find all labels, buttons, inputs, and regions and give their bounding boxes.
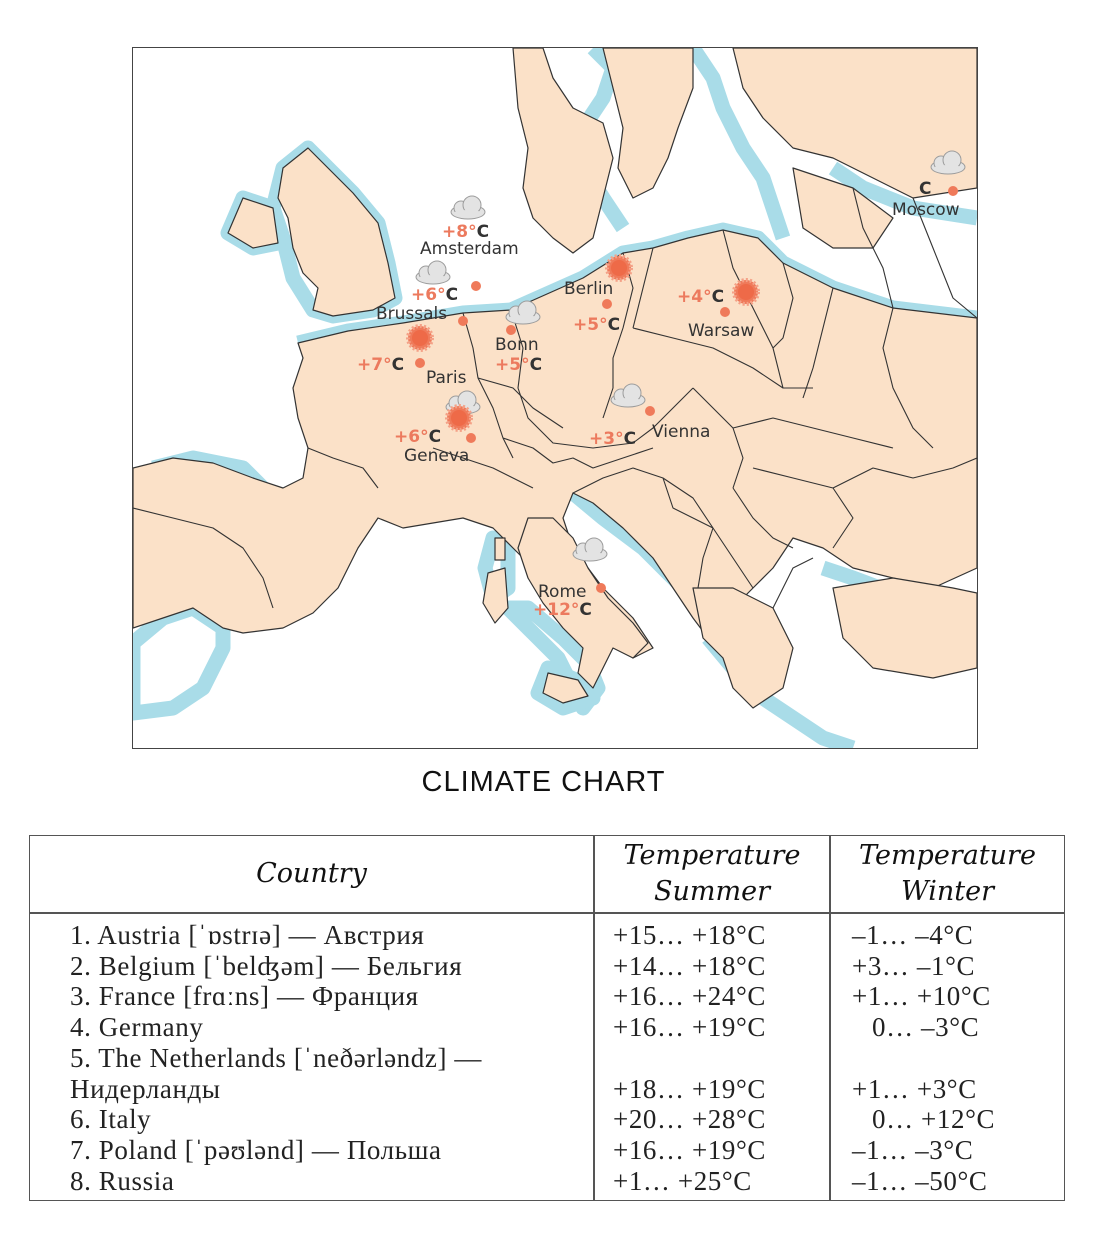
header-summer-line2: Summer — [654, 876, 770, 907]
city-dot-rome — [596, 583, 606, 593]
temp-paris: +7°C — [357, 355, 405, 375]
cloud-icon — [451, 196, 485, 219]
sun-icon — [447, 406, 471, 430]
cell-winter: –1… –3°C — [852, 1135, 974, 1165]
temp-bonn: +5°C — [495, 355, 543, 375]
temp-berlin: +5°C — [573, 315, 621, 335]
city-geneva: Geneva — [404, 446, 470, 466]
cell-summer: +1… +25°C — [613, 1166, 752, 1196]
cell-winter: –1… –50°C — [852, 1166, 988, 1196]
header-country — [30, 836, 593, 912]
city-moscow: Moscow — [892, 200, 960, 220]
cloud-icon — [573, 538, 607, 561]
city-amsterdam: Amsterdam — [420, 239, 519, 259]
table-row — [30, 1074, 1064, 1104]
temp-brussals: +6°C — [411, 285, 459, 305]
cell-summer: +16… +19°C — [613, 1012, 767, 1042]
cell-summer: +18… +19°C — [613, 1074, 767, 1104]
city-dot-geneva — [466, 433, 476, 443]
cell-winter: +3… –1°C — [852, 951, 976, 981]
cell-country: 6. Italy — [70, 1104, 152, 1134]
city-bonn: Bonn — [495, 335, 539, 355]
cell-country: 5. The Netherlands [ˈneðərləndz] — — [70, 1043, 482, 1073]
table-row — [30, 920, 1064, 950]
sun-icon — [734, 280, 758, 304]
table-row — [30, 951, 1064, 981]
cell-winter: 0… +12°C — [872, 1104, 996, 1134]
temp-vienna: +3°C — [589, 429, 637, 449]
cell-country: 8. Russia — [70, 1166, 175, 1196]
city-rome: Rome — [538, 582, 587, 602]
temp-warsaw: +4°C — [677, 287, 725, 307]
cell-winter: 0… –3°C — [872, 1012, 980, 1042]
cell-winter: +1… +10°C — [852, 981, 991, 1011]
city-paris: Paris — [426, 368, 467, 388]
table-row — [30, 1104, 1064, 1134]
cell-summer: +15… +18°C — [613, 920, 767, 950]
sun-icon — [607, 256, 631, 280]
climate-table — [29, 835, 1065, 1201]
cell-country: 4. Germany — [70, 1012, 204, 1042]
city-dot-vienna — [645, 406, 655, 416]
city-dot-brussals — [458, 316, 468, 326]
city-dot-moscow — [948, 186, 958, 196]
table-row — [30, 981, 1064, 1011]
city-dot-paris — [415, 358, 425, 368]
table-row — [30, 1012, 1064, 1042]
city-vienna: Vienna — [652, 422, 711, 442]
cell-country: 3. France [frɑːns] — Франция — [70, 981, 419, 1011]
temp-amsterdam: +8°C — [442, 222, 490, 242]
header-divider — [30, 912, 1064, 914]
header-winter — [831, 836, 1064, 912]
table-row — [30, 1043, 1064, 1073]
cloud-icon — [416, 261, 450, 284]
cell-country: 1. Austria [ˈɒstrɪə] — Австрия — [70, 920, 425, 950]
table-row — [30, 1135, 1064, 1165]
header-winter-line2: Winter — [900, 876, 995, 907]
sun-icon — [408, 326, 432, 350]
europe-map — [132, 47, 978, 749]
chart-title: CLIMATE CHART — [421, 766, 666, 798]
city-dot-amsterdam — [471, 281, 481, 291]
header-country-label: Country — [256, 858, 367, 889]
city-dot-warsaw — [720, 307, 730, 317]
city-brussals: Brussals — [376, 304, 448, 324]
city-dot-berlin — [602, 299, 612, 309]
temp-geneva: +6°C — [394, 427, 442, 447]
cell-summer: +14… +18°C — [613, 951, 767, 981]
city-dot-bonn — [506, 325, 516, 335]
temp-rome: +12°C — [533, 600, 592, 620]
cell-country: 2. Belgium [ˈbelʤəm] — Бельгия — [70, 951, 463, 981]
cell-summer: +16… +19°C — [613, 1135, 767, 1165]
table-row — [30, 1166, 1064, 1196]
cell-country: Нидерланды — [70, 1074, 221, 1104]
cell-winter: +1… +3°C — [852, 1074, 977, 1104]
header-winter-line1: Temperature — [859, 840, 1036, 871]
header-summer — [595, 836, 829, 912]
header-summer-line1: Temperature — [623, 840, 801, 871]
cell-country: 7. Poland [ˈpəʊlənd] — Польша — [70, 1135, 442, 1165]
cell-winter: –1… –4°C — [852, 920, 974, 950]
cell-summer: +16… +24°C — [613, 981, 767, 1011]
temp-moscow: C — [919, 179, 932, 199]
city-warsaw: Warsaw — [688, 321, 755, 341]
city-berlin: Berlin — [564, 279, 614, 299]
europe-map-drawing — [133, 48, 977, 748]
cell-summer: +20… +28°C — [613, 1104, 767, 1134]
